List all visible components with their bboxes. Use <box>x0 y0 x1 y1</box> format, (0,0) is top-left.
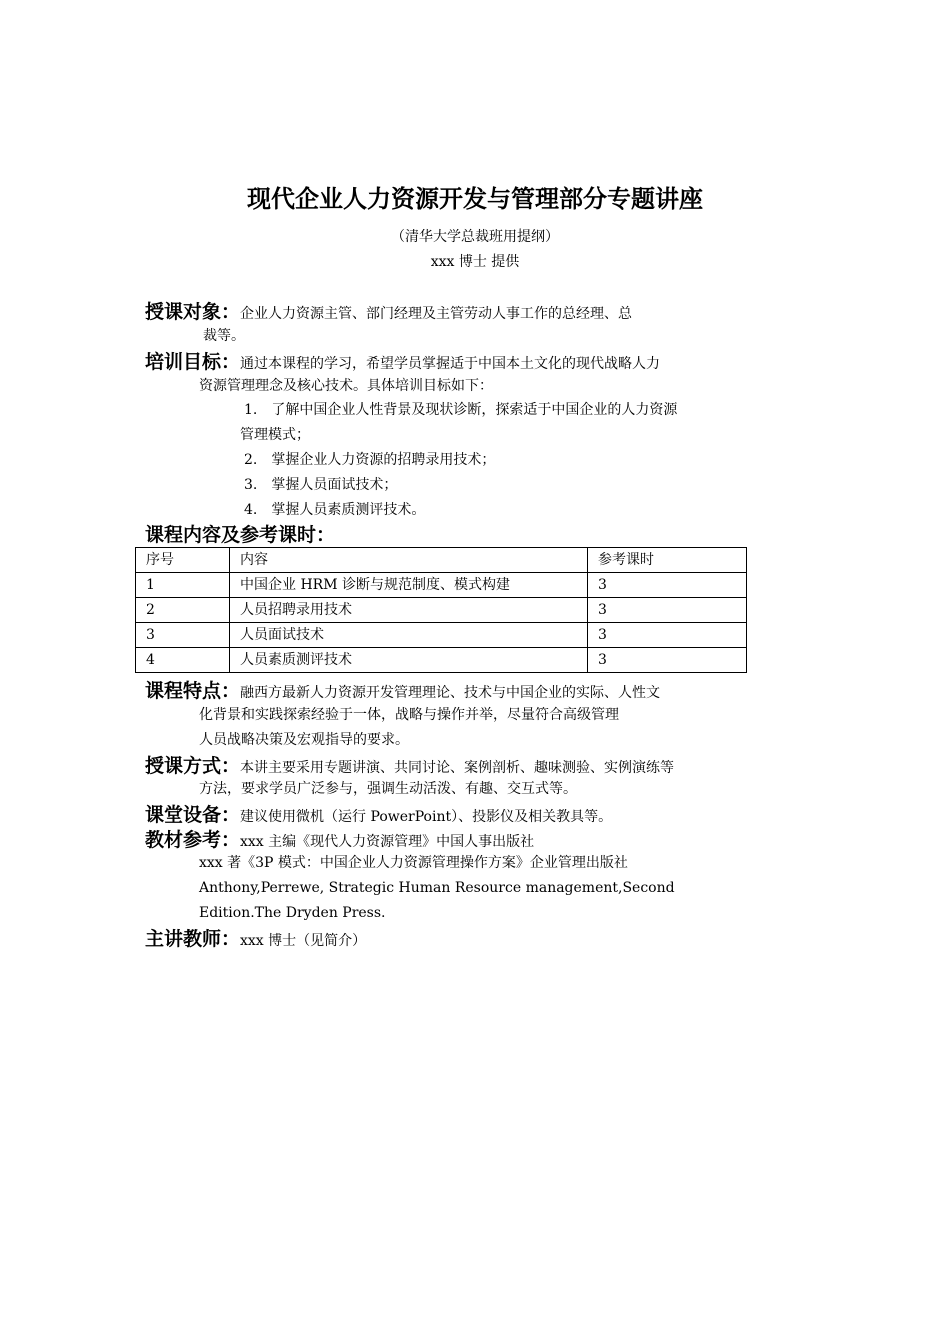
table-row <box>136 623 747 648</box>
features-section <box>145 678 660 706</box>
document-author: xxx 博士 提供 <box>430 254 520 270</box>
header-cell-index: 序号 <box>136 548 230 573</box>
method-line-1: 本讲主要采用专题讲演、共同讨论、案例剖析、趣味测验、实例演练等 <box>240 760 675 776</box>
goal-item-1: 1. 了解中国企业人性背景及现状诊断，探索适于中国企业的人力资源 <box>244 402 678 418</box>
header-cell-content: 内容 <box>230 548 588 573</box>
table-header-row <box>136 548 747 573</box>
materials-line-3: Anthony,Perrewe, Strategic Human Resource management,Second <box>199 880 675 896</box>
cell-index: 4 <box>136 648 230 673</box>
audience-section <box>145 299 632 327</box>
goals-section <box>145 349 660 377</box>
document-subtitle: （清华大学总裁班用提纲） <box>391 229 559 245</box>
features-line-3: 人员战略决策及宏观指导的要求。 <box>199 732 409 748</box>
materials-section <box>145 827 534 855</box>
table-row <box>136 598 747 623</box>
cell-index: 1 <box>136 573 230 598</box>
cell-hours: 3 <box>588 623 747 648</box>
cell-hours: 3 <box>588 573 747 598</box>
header-cell-hours: 参考课时 <box>588 548 747 573</box>
cell-content: 人员素质测评技术 <box>230 648 588 673</box>
cell-index: 3 <box>136 623 230 648</box>
goal-item-1-cont: 管理模式； <box>240 427 310 443</box>
features-line-1: 融西方最新人力资源开发管理理论、技术与中国企业的实际、人性文 <box>240 685 661 701</box>
equipment-section <box>145 802 612 830</box>
goals-line-1: 通过本课程的学习，希望学员掌握适于中国本土文化的现代战略人力 <box>240 356 661 372</box>
cell-content: 中国企业 HRM 诊断与规范制度、模式构建 <box>230 573 588 598</box>
audience-line-1: 企业人力资源主管、部门经理及主管劳动人事工作的总经理、总 <box>240 306 633 322</box>
materials-line-2: xxx 著《3P 模式：中国企业人力资源管理操作方案》企业管理出版社 <box>199 855 628 871</box>
document-title: 现代企业人力资源开发与管理部分专题讲座 <box>247 185 703 213</box>
table-row <box>136 648 747 673</box>
method-line-2: 方法，要求学员广泛参与，强调生动活泼、有趣、交互式等。 <box>199 781 577 797</box>
audience-line-2: 裁等。 <box>203 328 245 344</box>
method-label: 授课方式： <box>145 755 241 777</box>
cell-index: 2 <box>136 598 230 623</box>
table-row <box>136 573 747 598</box>
equipment-label: 课堂设备： <box>145 804 241 826</box>
cell-content: 人员面试技术 <box>230 623 588 648</box>
cell-content: 人员招聘录用技术 <box>230 598 588 623</box>
materials-line-4: Edition.The Dryden Press. <box>199 905 386 921</box>
goal-item-3: 3. 掌握人员面试技术； <box>244 477 398 493</box>
features-line-2: 化背景和实践探索经验于一体，战略与操作并举，尽量符合高级管理 <box>199 707 619 723</box>
course-table <box>135 547 747 673</box>
materials-label: 教材参考： <box>145 829 241 851</box>
lecturer-label: 主讲教师： <box>145 928 241 950</box>
lecturer-line-1: xxx 博士（见简介） <box>240 933 367 949</box>
cell-hours: 3 <box>588 648 747 673</box>
method-section <box>145 753 674 781</box>
content-label: 课程内容及参考课时： <box>145 524 336 546</box>
goal-item-2: 2. 掌握企业人力资源的招聘录用技术； <box>244 452 496 468</box>
goal-item-4: 4. 掌握人员素质测评技术。 <box>244 502 426 518</box>
audience-label: 授课对象： <box>145 301 241 323</box>
features-label: 课程特点： <box>145 680 241 702</box>
content-section <box>145 522 335 550</box>
lecturer-section <box>145 926 366 954</box>
equipment-line-1: 建议使用微机（运行 PowerPoint）、投影仪及相关教具等。 <box>240 809 613 825</box>
goals-label: 培训目标： <box>145 351 241 373</box>
materials-line-1: xxx 主编《现代人力资源管理》中国人事出版社 <box>240 834 535 850</box>
cell-hours: 3 <box>588 598 747 623</box>
goals-line-2: 资源管理理念及核心技术。具体培训目标如下： <box>199 378 493 394</box>
